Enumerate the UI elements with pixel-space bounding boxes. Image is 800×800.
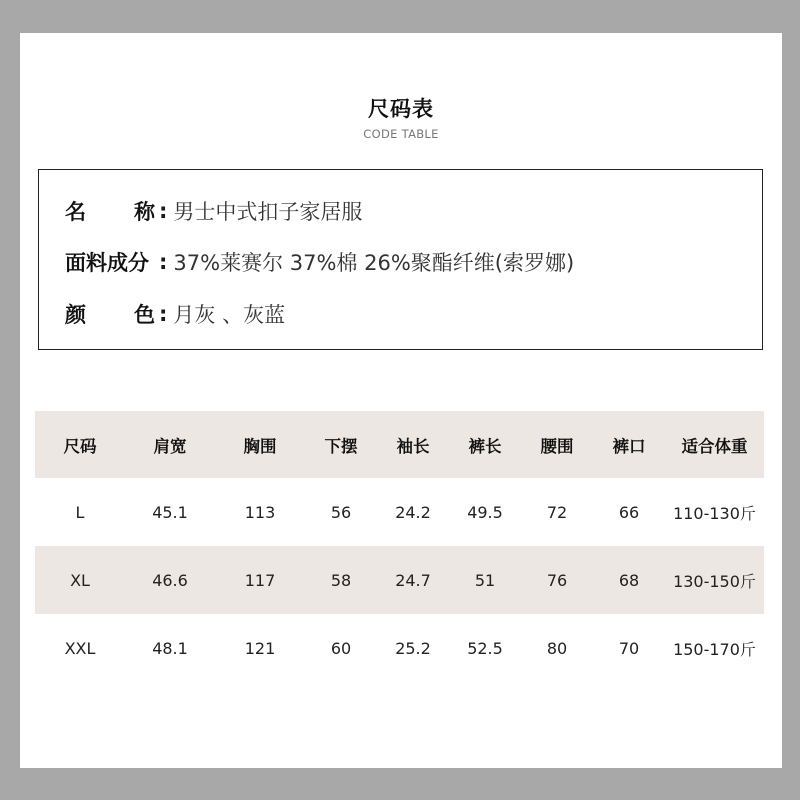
- header-cell-shoulder: 肩宽: [153, 436, 187, 456]
- name-label: 名 称: [65, 200, 155, 224]
- table-cell: 52.5: [467, 638, 503, 658]
- table-cell: 113: [244, 502, 276, 522]
- table-cell: 68: [618, 570, 640, 590]
- table-cell: 24.2: [395, 502, 431, 522]
- table-cell: 56: [330, 502, 352, 522]
- header-cell-hem: 下摆: [324, 436, 358, 456]
- table-cell: 49.5: [467, 502, 503, 522]
- table-cell: 60: [330, 638, 352, 658]
- info-row-fabric: [65, 247, 574, 277]
- table-cell: 80: [546, 638, 568, 658]
- table-cell: 76: [546, 570, 568, 590]
- name-value: 男士中式扣子家居服: [173, 200, 363, 224]
- table-cell: 130-150斤: [673, 571, 756, 591]
- table-row: [35, 546, 764, 614]
- page-subtitle: CODE TABLE: [363, 127, 439, 141]
- table-row: [35, 478, 764, 546]
- table-cell: XXL: [64, 638, 96, 658]
- table-cell: 45.1: [152, 502, 188, 522]
- info-row-color: [65, 299, 285, 329]
- header-cell-waist: 腰围: [540, 436, 574, 456]
- size-table: [35, 411, 764, 682]
- table-cell: XL: [70, 570, 90, 590]
- color-value: 月灰 、灰蓝: [173, 303, 286, 327]
- info-row-name: [65, 196, 362, 226]
- color-label: 颜 色: [65, 303, 155, 327]
- table-cell: 46.6: [152, 570, 188, 590]
- fabric-value: 37%莱赛尔 37%棉 26%聚酯纤维(索罗娜): [173, 251, 575, 275]
- header-cell-leg-opening: 裤口: [612, 436, 646, 456]
- header-cell-chest: 胸围: [243, 436, 277, 456]
- color-colon: :: [159, 302, 168, 326]
- table-cell: L: [75, 502, 85, 522]
- table-header-row: [35, 411, 764, 478]
- table-cell: 150-170斤: [673, 639, 756, 659]
- table-cell: 24.7: [395, 570, 431, 590]
- product-info-box: [38, 169, 763, 350]
- table-cell: 72: [546, 502, 568, 522]
- table-cell: 66: [618, 502, 640, 522]
- header-cell-size: 尺码: [63, 436, 97, 456]
- table-cell: 121: [244, 638, 276, 658]
- table-cell: 51: [474, 570, 496, 590]
- fabric-colon: :: [159, 250, 168, 274]
- table-cell: 70: [618, 638, 640, 658]
- size-chart-card: [20, 33, 782, 768]
- table-cell: 110-130斤: [673, 503, 756, 523]
- table-cell: 48.1: [152, 638, 188, 658]
- table-cell: 117: [244, 570, 276, 590]
- page-title: 尺码表: [368, 97, 434, 121]
- table-cell: 25.2: [395, 638, 431, 658]
- header-cell-sleeve: 袖长: [396, 436, 430, 456]
- table-row: [35, 614, 764, 682]
- fabric-label: 面料成分: [65, 251, 149, 275]
- name-colon: :: [159, 199, 168, 223]
- table-cell: 58: [330, 570, 352, 590]
- header-cell-pants-length: 裤长: [468, 436, 502, 456]
- header-cell-weight: 适合体重: [681, 436, 748, 456]
